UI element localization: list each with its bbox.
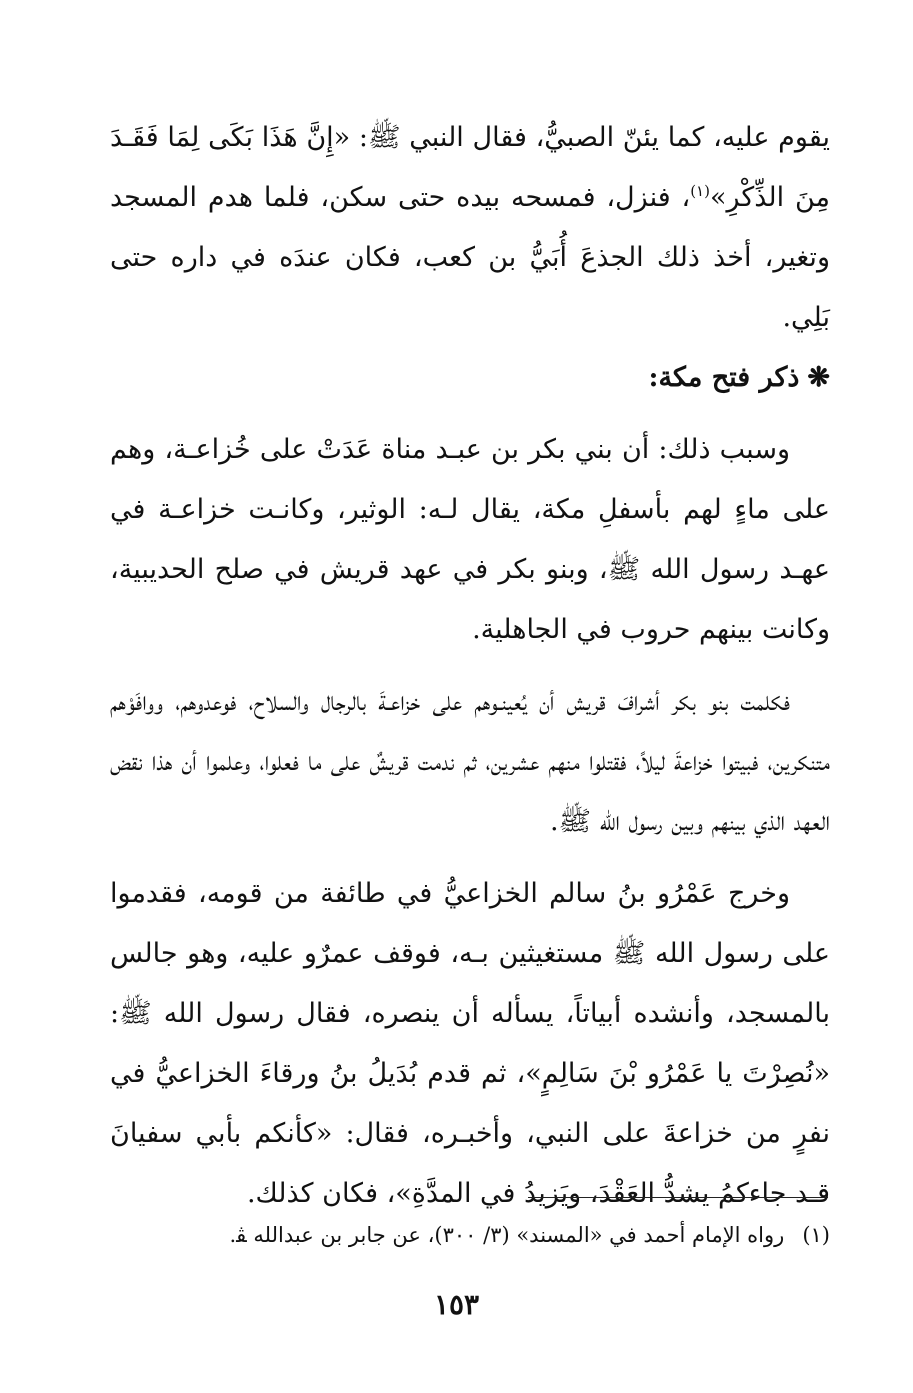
footnote-reference[interactable]: (١)	[690, 182, 710, 200]
section-heading	[110, 348, 830, 408]
footnote-divider	[528, 1197, 828, 1198]
footnote	[110, 1218, 830, 1252]
paragraph-2: وسبب ذلك: أن بني بكر بن عبـد مناة عَدَتْ على خُزاعـة، وهم على ماءٍ لهم بأسفلِ مكة، يقال لـه: الوثير، وكانـت خزاعـة في عهـد رسول الله ﷺ، وبنو بكر في عهد قريش في صلح الحديبية، وكانت بينهم حروب في الجاهلية.	[110, 434, 830, 645]
paragraph-1-text-a: يقوم عليه، كما يئنّ الصبيُّ، فقال النبي ﷺ: «إِنَّ هَذَا بَكَى لِمَا فَقَـدَ مِنَ الذِّكْرِ»	[110, 122, 830, 213]
paragraph-4: وخرج عَمْرُو بنُ سالم الخزاعيُّ في طائفة من قومه، فقدموا على رسول الله ﷺ مستغيثين بـه، فوقف عمرٌو عليه، وهو جالس بالمسجد، وأنشده أبياتاً، يسأله أن ينصره، فقال رسول الله ﷺ: «نُصِرْتَ يا عَمْرُو بْنَ سَالِمٍ»، ثم قدم بُدَيلُ بنُ ورقاءَ الخزاعيُّ في نفرٍ من خزاعةَ على النبي، وأخبـره، فقال: «كأنكم بأبي سفيانَ قـد جاءكمُ يشدُّ العَقْدَ، ويَزيدُ في المدَّةِ»، فكان كذلك.	[110, 878, 830, 1209]
footnote-text: رواه الإمام أحمد في «المسند» (٣/ ٣٠٠)، عن جابر بن عبدالله ﭭ.	[229, 1223, 785, 1247]
paragraph-1	[110, 108, 830, 348]
paragraph-1-text-b: ، فنزل، فمسحه بيده حتى سكن، فلما هدم المسجد وتغير، أخذ ذلك الجذعَ أُبَيُّ بن كعب، فكان عندَه في داره حتى بَلِي.	[110, 182, 830, 333]
page-number: ١٥٣	[433, 1288, 480, 1321]
page-body	[110, 108, 830, 1224]
section-heading-text: ذكر فتح مكة:	[648, 362, 800, 393]
star-bullet-icon: ❋	[807, 362, 830, 393]
footnote-number: (١)	[802, 1223, 830, 1247]
paragraph-3: فكلمت بنو بكر أشرافَ قريش أن يُعينـوهم على خزاعـةَ بالرجال والسلاح، فوعدوهم، ووافَوْهم متنكرين، فبيتوا خزاعةَ ليلاً، فقتلوا منهم عشرين، ثم ندمت قريشٌ على ما فعلوا، وعلموا أن هذا نقض العهد الذي بينهم وبين رسول الله ﷺ.	[110, 686, 830, 837]
